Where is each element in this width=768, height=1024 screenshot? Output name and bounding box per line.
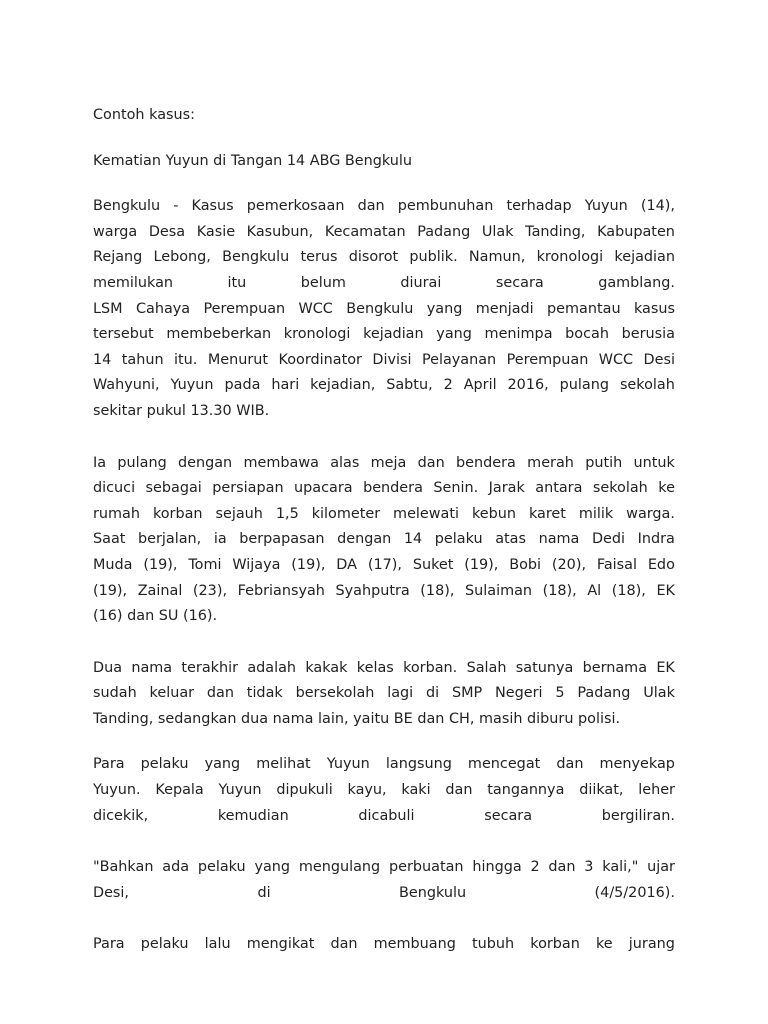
word: karet (528, 505, 566, 522)
word: pemerkosaan (246, 198, 345, 215)
word: pelaku (197, 859, 246, 876)
word: Desa (148, 223, 186, 240)
word: hingga (472, 859, 522, 876)
word: Sabtu, (386, 377, 433, 394)
word: kaki (401, 782, 431, 799)
word: dan (445, 782, 473, 799)
paragraph-3 (93, 656, 675, 733)
word: Wijaya (232, 556, 281, 573)
paragraph-line: sekitar pukul 13.30 WIB. (93, 402, 270, 419)
paragraph-line: Tanding, sedangkan dua nama lain, yaitu BE dan CH, masih diburu polisi. (93, 710, 621, 727)
word: menjadi (475, 300, 534, 317)
paragraph-line (93, 476, 675, 502)
word: sekolah (592, 480, 648, 497)
word: 5 (555, 685, 565, 702)
word: Ia (93, 454, 107, 471)
paragraph-line (93, 527, 675, 553)
word: Yuyun. (93, 782, 141, 799)
word: (19), (93, 582, 128, 599)
word: satunya (515, 659, 574, 676)
word: Bengkulu (93, 198, 161, 215)
word: (19), (291, 556, 326, 573)
paragraph-line (93, 322, 675, 348)
word: yang (426, 300, 463, 317)
word: - (173, 198, 179, 215)
paragraph-2 (93, 451, 675, 630)
word: diikat, (579, 782, 624, 799)
word: langsung (385, 756, 452, 773)
word: bendera (456, 454, 516, 471)
word: terhadap (506, 198, 572, 215)
word: dengan (178, 454, 233, 471)
paragraph-line (93, 373, 675, 399)
paragraph-line (93, 220, 675, 246)
word: (23), (192, 582, 228, 599)
word: berusia (621, 326, 675, 343)
word: belum (300, 274, 346, 291)
word: Yuyun (584, 198, 628, 215)
word: Kasubun, (246, 223, 314, 240)
word: meja (370, 454, 407, 471)
word: Dua (93, 659, 123, 676)
word: Kasie (196, 223, 236, 240)
word: Para (93, 756, 125, 773)
word: (4/5/2016). (594, 884, 675, 901)
word: Yuyun (326, 756, 370, 773)
paragraph-line (93, 681, 675, 707)
word: 2 (530, 859, 540, 876)
word: kayu, (347, 782, 387, 799)
word: secara (495, 274, 544, 291)
word: (20), (551, 556, 587, 573)
paragraph-line (93, 348, 675, 374)
word: Bengkulu (346, 300, 414, 317)
word: Desi, (93, 884, 130, 901)
word: atas (495, 531, 526, 548)
word: putih (585, 454, 623, 471)
word: nama (131, 659, 173, 676)
word: dicuci (93, 480, 136, 497)
word: publik. (409, 249, 458, 266)
paragraph-line (93, 881, 675, 907)
word: 2 (443, 377, 453, 394)
word: 2016, (507, 377, 549, 394)
word: Menurut (207, 351, 269, 368)
paragraph-4 (93, 752, 675, 829)
word: membuang (373, 936, 456, 953)
word: menimpa (484, 326, 553, 343)
word: hari (271, 377, 300, 394)
word: kasus (633, 300, 675, 317)
paragraph-line (93, 579, 675, 605)
word: EK (656, 582, 675, 599)
paragraph-line (93, 855, 675, 881)
word: Syahputra (335, 582, 410, 599)
word: dipukuli (276, 782, 333, 799)
word: persiapan (212, 480, 284, 497)
paragraph-line (93, 553, 675, 579)
word: kejadian (363, 326, 424, 343)
word: kemudian (217, 807, 289, 824)
word: Wahyuni, (93, 377, 160, 394)
word: Rejang (93, 249, 143, 266)
paragraph-line (93, 297, 675, 323)
document-title: Kematian Yuyun di Tangan 14 ABG Bengkulu (93, 152, 413, 169)
word: yang (204, 756, 241, 773)
word: pada (224, 377, 261, 394)
word: mencegat (467, 756, 541, 773)
word: yang (254, 859, 291, 876)
word: leher (638, 782, 675, 799)
word: pelaku (140, 756, 189, 773)
word: kali," (602, 859, 639, 876)
word: kebun (471, 505, 516, 522)
word: untuk (633, 454, 675, 471)
word: ke (658, 480, 675, 497)
word: (18), (611, 582, 646, 599)
word: Padang (577, 685, 631, 702)
word: WCC (598, 351, 634, 368)
word: kilometer (311, 505, 381, 522)
word: Yuyun (218, 782, 262, 799)
paragraph-line (93, 752, 675, 778)
word: LSM (93, 300, 123, 317)
word: Yuyun (170, 377, 214, 394)
word: Jarak (488, 480, 525, 497)
word: di (257, 884, 271, 901)
word: 14 (403, 531, 423, 548)
paragraph-5 (93, 855, 675, 906)
word: mengulang (298, 859, 381, 876)
word: mengikat (246, 936, 315, 953)
word: (18), (420, 582, 455, 599)
word: terakhir (181, 659, 239, 676)
word: korban (530, 936, 580, 953)
word: dan (357, 198, 385, 215)
word: Para (93, 936, 125, 953)
word: itu (227, 274, 247, 291)
word: kronologi (536, 249, 604, 266)
word: dan (206, 685, 234, 702)
word: ke (595, 936, 613, 953)
word: kronologi (283, 326, 351, 343)
word: keluar (149, 685, 195, 702)
word: SMP (451, 685, 483, 702)
word: Kepala (155, 782, 204, 799)
paragraph-line (93, 932, 675, 958)
paragraph-line (93, 502, 675, 528)
word: lagi (387, 685, 414, 702)
word: melewati (393, 505, 459, 522)
paragraph-line (93, 804, 675, 830)
word: melihat (256, 756, 311, 773)
word: menyekap (599, 756, 675, 773)
word: pulang (559, 377, 609, 394)
word: (19), (464, 556, 499, 573)
word: (17), (367, 556, 402, 573)
word: Indra (637, 531, 675, 548)
word: sudah (93, 685, 137, 702)
word: Namun, (468, 249, 526, 266)
word: Sulaiman (465, 582, 533, 599)
word: tahun (121, 351, 164, 368)
word: sekolah (619, 377, 675, 394)
word: pulang (117, 454, 167, 471)
word: Negeri (495, 685, 543, 702)
word: tidak (246, 685, 283, 702)
word: 3 (584, 859, 594, 876)
word: tersebut (93, 326, 154, 343)
word: Senin. (433, 480, 479, 497)
word: Faisal (596, 556, 637, 573)
word: secara (484, 807, 533, 824)
word: Edo (647, 556, 675, 573)
word: memilukan (93, 274, 174, 291)
word: Perempuan (506, 351, 589, 368)
word: Padang (417, 223, 471, 240)
word: 14 (93, 351, 112, 368)
word: Febriansyah (237, 582, 325, 599)
word: berjalan, (138, 531, 202, 548)
word: di (426, 685, 440, 702)
word: (14), (640, 198, 675, 215)
word: Lebong, (153, 249, 211, 266)
word: Ulak (481, 223, 514, 240)
word: Salah (466, 659, 507, 676)
word: Kabupaten (597, 223, 675, 240)
word: Bengkulu (222, 249, 290, 266)
paragraph-line (93, 778, 675, 804)
paragraph-line (93, 245, 675, 271)
paragraph-line (93, 656, 675, 682)
word: DA (336, 556, 357, 573)
word: Perempuan (203, 300, 286, 317)
paragraph-6 (93, 932, 675, 958)
word: kakak (305, 659, 348, 676)
word: EK (656, 659, 675, 676)
word: bocah (565, 326, 609, 343)
word: Al (587, 582, 602, 599)
word: Saat (93, 531, 126, 548)
word: Dedi (591, 531, 626, 548)
word: Bobi (509, 556, 542, 573)
word: dan (417, 454, 445, 471)
word: terus (300, 249, 338, 266)
word: merah (527, 454, 574, 471)
word: adalah (247, 659, 297, 676)
word: tangannya (487, 782, 565, 799)
word: Kasus (191, 198, 234, 215)
word: kejadian, (310, 377, 376, 394)
word: Desi (643, 351, 675, 368)
word: membawa (243, 454, 319, 471)
word: April (463, 377, 497, 394)
word: (19), (143, 556, 178, 573)
word: Tomi (188, 556, 222, 573)
word: pembunuhan (397, 198, 494, 215)
word: dan (330, 936, 358, 953)
word: Zainal (137, 582, 183, 599)
word: Divisi (372, 351, 412, 368)
word: dengan (337, 531, 392, 548)
word: korban (152, 505, 203, 522)
word: bersekolah (295, 685, 375, 702)
word: membeberkan (166, 326, 272, 343)
word: antara (535, 480, 583, 497)
word: warga. (626, 505, 675, 522)
word: Bengkulu (399, 884, 467, 901)
word: ia (213, 531, 227, 548)
word: bergiliran. (601, 807, 675, 824)
word: itu. (174, 351, 198, 368)
word: upacara (294, 480, 353, 497)
word: korban. (403, 659, 458, 676)
word: dan (548, 859, 576, 876)
word: dicekik, (93, 807, 149, 824)
paragraph-1 (93, 194, 675, 424)
word: "Bahkan (93, 859, 154, 876)
word: jurang (628, 936, 675, 953)
word: Suket (412, 556, 454, 573)
word: rumah (93, 505, 140, 522)
word: Kecamatan (324, 223, 406, 240)
word: 1,5 (275, 505, 299, 522)
word: Koordinator (278, 351, 362, 368)
paragraph-line (93, 194, 675, 220)
paragraph-line (93, 451, 675, 477)
word: WCC (298, 300, 333, 317)
word: ada (162, 859, 190, 876)
word: disorot (348, 249, 399, 266)
word: sejauh (215, 505, 263, 522)
word: sebagai (145, 480, 202, 497)
word: Ulak (643, 685, 675, 702)
word: nama (538, 531, 580, 548)
word: Tanding, (525, 223, 586, 240)
word: dan (556, 756, 584, 773)
word: pelaku (140, 936, 189, 953)
word: tubuh (472, 936, 515, 953)
word: warga (93, 223, 138, 240)
word: yang (436, 326, 472, 343)
document-heading: Contoh kasus: (93, 107, 195, 123)
word: berpapasan (239, 531, 325, 548)
word: milik (578, 505, 614, 522)
word: dicabuli (358, 807, 415, 824)
word: ujar (647, 859, 675, 876)
word: Pelayanan (421, 351, 497, 368)
word: pemantau (547, 300, 621, 317)
word: gamblang. (598, 274, 675, 291)
word: lalu (204, 936, 231, 953)
word: alas (330, 454, 360, 471)
word: pelaku (434, 531, 483, 548)
paragraph-line (93, 271, 675, 297)
word: diurai (400, 274, 442, 291)
word: Muda (93, 556, 133, 573)
word: (18), (542, 582, 577, 599)
word: bendera (363, 480, 423, 497)
word: kejadian (614, 249, 675, 266)
document-page (93, 103, 675, 978)
word: Cahaya (135, 300, 191, 317)
word: kelas (356, 659, 394, 676)
word: perbuatan (388, 859, 464, 876)
word: bernama (582, 659, 648, 676)
paragraph-line: (16) dan SU (16). (93, 608, 218, 625)
